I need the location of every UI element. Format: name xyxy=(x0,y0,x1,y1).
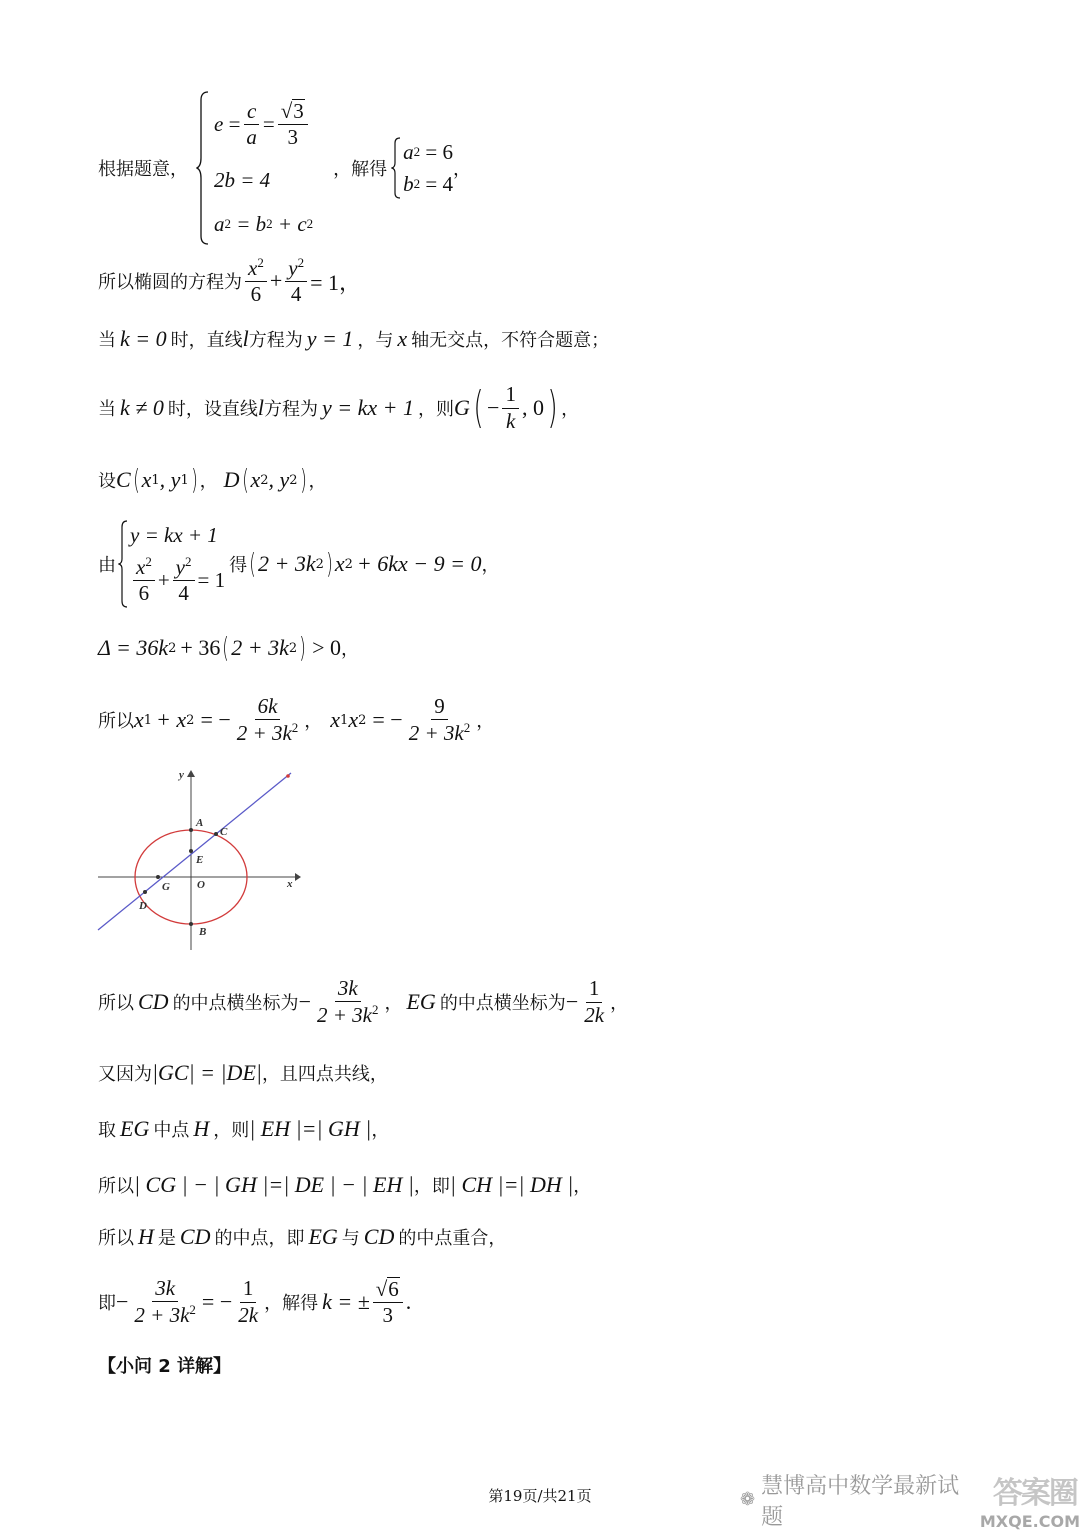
line-equal-lengths: 又因为 |GC| = |DE| ，且四点共线， xyxy=(98,1060,388,1085)
label-A: A xyxy=(196,817,204,829)
line-k-nonzero: 当 k ≠ 0 时，设直线 l 方程为 y = kx + 1 ，则 G ( − $\frac{1}{k}$ , 0 ) ， xyxy=(98,382,580,433)
label-G: G xyxy=(162,881,170,893)
line-H-midpoint: 所以 H 是 CD 的中点，即 EG 与 CD 的中点重合， xyxy=(98,1224,507,1249)
text-according: 根据题意， xyxy=(98,159,188,180)
x-arrow-icon xyxy=(295,873,301,881)
watermark xyxy=(740,1468,1080,1531)
sys2-row2: b 2 = 4 xyxy=(403,171,454,196)
label-y: y xyxy=(179,769,184,781)
left-brace-icon xyxy=(391,136,401,200)
label-O: O xyxy=(197,879,205,891)
point-E xyxy=(189,849,193,853)
line-k-zero: 当 k = 0 时，直线 l 方程为 y = 1 ，与 x 轴无交点，不符合题意； xyxy=(98,326,610,351)
text-solve: ，解得 xyxy=(333,159,388,180)
label-D: D xyxy=(139,900,147,912)
line-system-substitution: 由 y = kx + 1 $\frac{x^2}{6}$ + $\frac{y^2}{4}$ = 1 得 ( 2 + 3k 2 ) x 2 + 6kx − 9 = 0 ， xyxy=(98,518,500,610)
point-D xyxy=(143,890,147,894)
label-C: C xyxy=(220,826,228,838)
point-B xyxy=(189,922,193,926)
line-discriminant: Δ = 36k 2 + 36 ( 2 + 3k 2 ) > 0 ， xyxy=(98,631,360,664)
sys2-row1: a 2 = 6 xyxy=(403,139,454,164)
left-brace-icon xyxy=(118,519,128,609)
left-brace-icon xyxy=(196,90,210,246)
line-set-points: 设 C ( x 1 , y 1 ) ， D ( x 2 , y 2 ) ， xyxy=(98,463,327,496)
wechat-icon: ❁ xyxy=(740,1489,756,1510)
label-B: B xyxy=(199,926,207,938)
label-x: x xyxy=(287,878,293,890)
line-l xyxy=(98,773,291,930)
line-ellipse-equation: 所以椭圆的方程为 $\frac{x^2}{6}$ + $\frac{y^2}{4}$ = 1， xyxy=(98,254,361,306)
section-heading-part2: 【小问 2 详解】 xyxy=(98,1356,232,1377)
watermark-site: MXQE.COM xyxy=(979,1512,1080,1531)
page-number: 第19页/共21页 xyxy=(488,1487,592,1505)
y-arrow-icon xyxy=(187,770,195,777)
line-midpoint-x: 所以 CD 的中点横坐标为 − $\frac{3k}{2 + 3k^2}$ ， EG 的中点横坐标为 − $\frac{1}{2k}$ ， xyxy=(98,975,629,1027)
ellipse-diagram xyxy=(95,765,305,955)
sys1-row1: e = $\frac{c}{a}$ = √ 3 3 xyxy=(214,99,313,149)
equation-system-1 xyxy=(196,90,313,246)
line-vieta: 所以 x 1 + x 2 = − $\frac{6k}{2 + 3k^2}$ ， x 1 x 2 = − $\frac{9}{2 + 3k^2}$ ， xyxy=(98,693,495,745)
watermark-logo: 答案圈 xyxy=(992,1476,1077,1511)
sys1-row3: a 2 = b 2 + c 2 xyxy=(214,211,314,236)
line-system-1: 根据题意， e = $\frac{c}{a}$ = √ 3 3 2b = 4 a 2 = b 2 + c 2 ，解得 a 2 = 6 b 2 = 4 ， xyxy=(98,88,471,248)
point-C xyxy=(214,832,218,836)
point-A xyxy=(189,828,193,832)
point-end xyxy=(286,774,290,778)
line-midpoint-H: 取 EG 中点 H ，则 | EH |=| GH | ， xyxy=(98,1116,390,1141)
watermark-text: 慧博高中数学最新试题 xyxy=(761,1473,960,1530)
equation-system-2 xyxy=(391,136,453,200)
label-E: E xyxy=(196,854,204,866)
line-length-subtraction: 所以 | CG | − | GH |=| DE | − | EH | ，即 | CH |=| DH | ， xyxy=(98,1172,592,1197)
point-G xyxy=(156,875,160,879)
line-solve-k: 即 − $\frac{3k}{2 + 3k^2}$ = − $\frac{1}{2k}$ ，解得 k = ± √ 6 3 . xyxy=(98,1275,412,1327)
sys1-row2: 2b = 4 xyxy=(214,168,271,193)
